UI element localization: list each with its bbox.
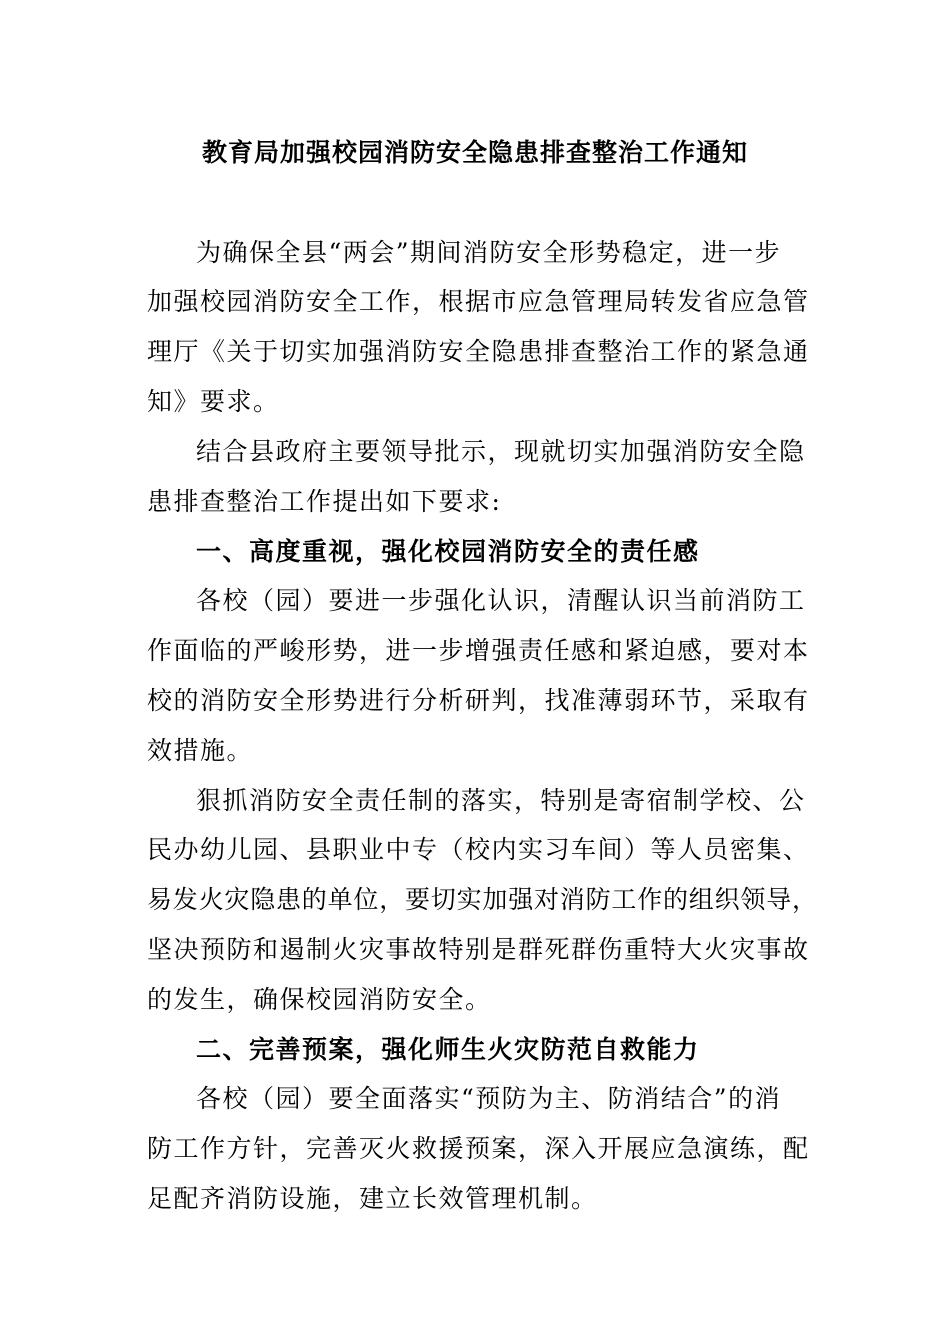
paragraph-3-line-3: 校的消防安全形势进行分析研判，找准薄弱环节，采取有: [147, 686, 810, 715]
paragraph-4-line-1: 狠抓消防安全责任制的落实，特别是寄宿制学校、公: [196, 786, 806, 815]
paragraph-1-line-2: 加强校园消防安全工作，根据市应急管理局转发省应急管: [147, 287, 810, 316]
paragraph-3-line-4: 效措施。: [147, 736, 254, 765]
paragraph-2-line-2: 患排查整治工作提出如下要求:: [147, 487, 502, 516]
paragraph-4-line-5: 的发生，确保校园消防安全。: [147, 985, 492, 1014]
paragraph-1-line-1: 为确保全县“两会”期间消防安全形势稳定，进一步: [196, 238, 782, 267]
paragraph-5-line-1: 各校（园）要全面落实“预防为主、防消结合”的消: [196, 1084, 782, 1113]
paragraph-3-line-2: 作面临的严峻形势，进一步增强责任感和紧迫感，要对本: [147, 636, 810, 665]
paragraph-2-line-1: 结合县政府主要领导批示，现就切实加强消防安全隐: [196, 437, 806, 466]
section-heading-1: 一、高度重视，强化校园消防安全的责任感: [196, 537, 700, 566]
document-title: 教育局加强校园消防安全隐患排查整治工作通知: [201, 138, 748, 167]
paragraph-4-line-3: 易发火灾隐患的单位，要切实加强对消防工作的组织领导，: [147, 885, 818, 914]
paragraph-1-line-4: 知》要求。: [147, 387, 280, 416]
paragraph-5-line-3: 足配齐消防设施，建立长效管理机制。: [147, 1184, 598, 1213]
paragraph-3-line-1: 各校（园）要进一步强化认识，清醒认识当前消防工: [196, 586, 806, 615]
paragraph-4-line-2: 民办幼儿园、县职业中专（校内实习车间）等人员密集、: [147, 835, 810, 864]
paragraph-1-line-3: 理厅《关于切实加强消防安全隐患排查整治工作的紧急通: [147, 337, 810, 366]
paragraph-5-line-2: 防工作方针，完善灭火救援预案，深入开展应急演练，配: [147, 1134, 810, 1163]
section-heading-2: 二、完善预案，强化师生火灾防范自救能力: [196, 1035, 700, 1064]
paragraph-4-line-4: 坚决预防和遏制火灾事故特别是群死群伤重特大火灾事故: [147, 935, 810, 964]
